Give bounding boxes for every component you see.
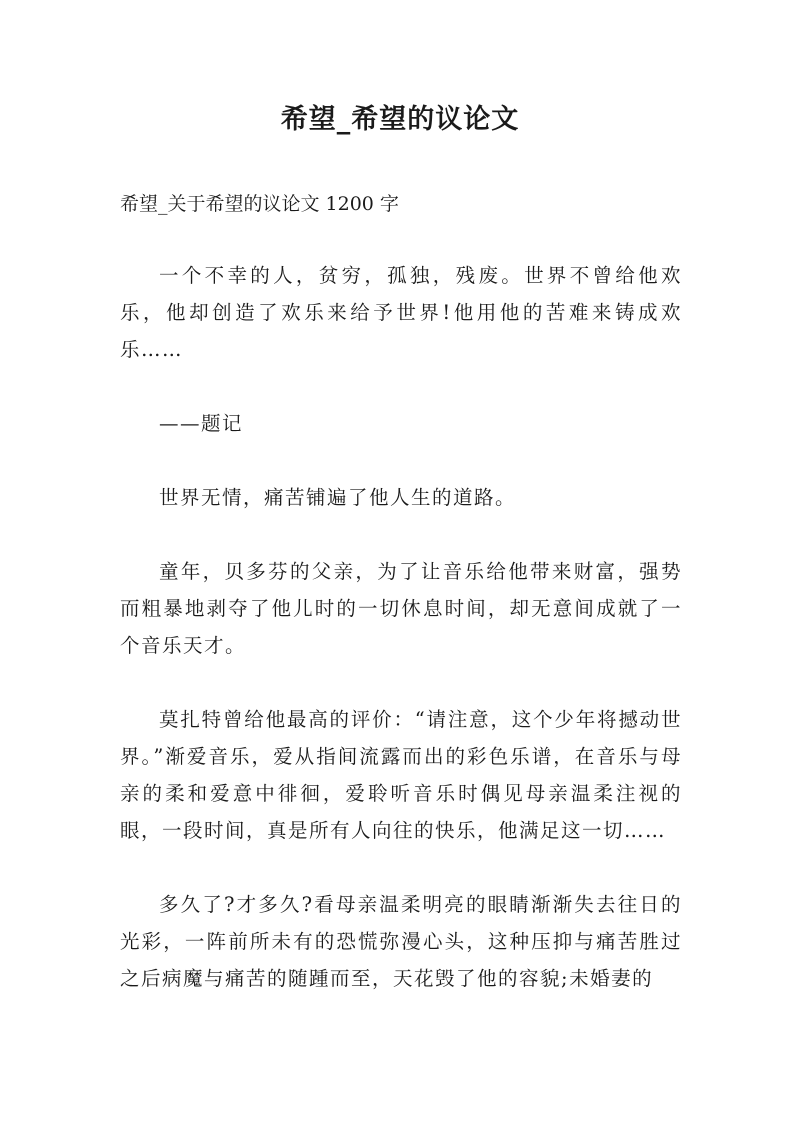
epigraph-signature: ——题记 [159, 412, 244, 435]
paragraph: 世界无情，痛苦铺遍了他人生的道路。 [159, 486, 517, 509]
paragraph: 多久了?才多久?看母亲温柔明亮的眼睛渐渐失去往日的光彩，一阵前所未有的恐慌弥漫心头，这种压抑与痛苦胜过之后病魔与痛苦的随踵而至，天花毁了他的容貌;未婚妻的 [120, 893, 682, 990]
paragraph: 一个不幸的人，贫穷，孤独，残废。世界不曾给他欢乐，他却创造了欢乐来给予世界!他用他的苦难来铸成欢乐…… [120, 264, 682, 361]
paragraph: 莫扎特曾给他最高的评价：“请注意，这个少年将撼动世界。”渐爱音乐，爱从指间流露而出的彩色乐谱，在音乐与母亲的柔和爱意中徘徊，爱聆听音乐时偶见母亲温柔注视的眼，一段时间，真是所有人向往的快乐，他满足这一切…… [120, 708, 682, 842]
document-subtitle: 希望_关于希望的议论文 1200 字 [120, 193, 399, 215]
document-body [120, 257, 682, 1034]
page-title: 希望_希望的议论文 [280, 104, 520, 135]
paragraph: 童年，贝多芬的父亲，为了让音乐给他带来财富，强势而粗暴地剥夺了他儿时的一切休息时间，却无意间成就了一个音乐天才。 [120, 560, 682, 657]
